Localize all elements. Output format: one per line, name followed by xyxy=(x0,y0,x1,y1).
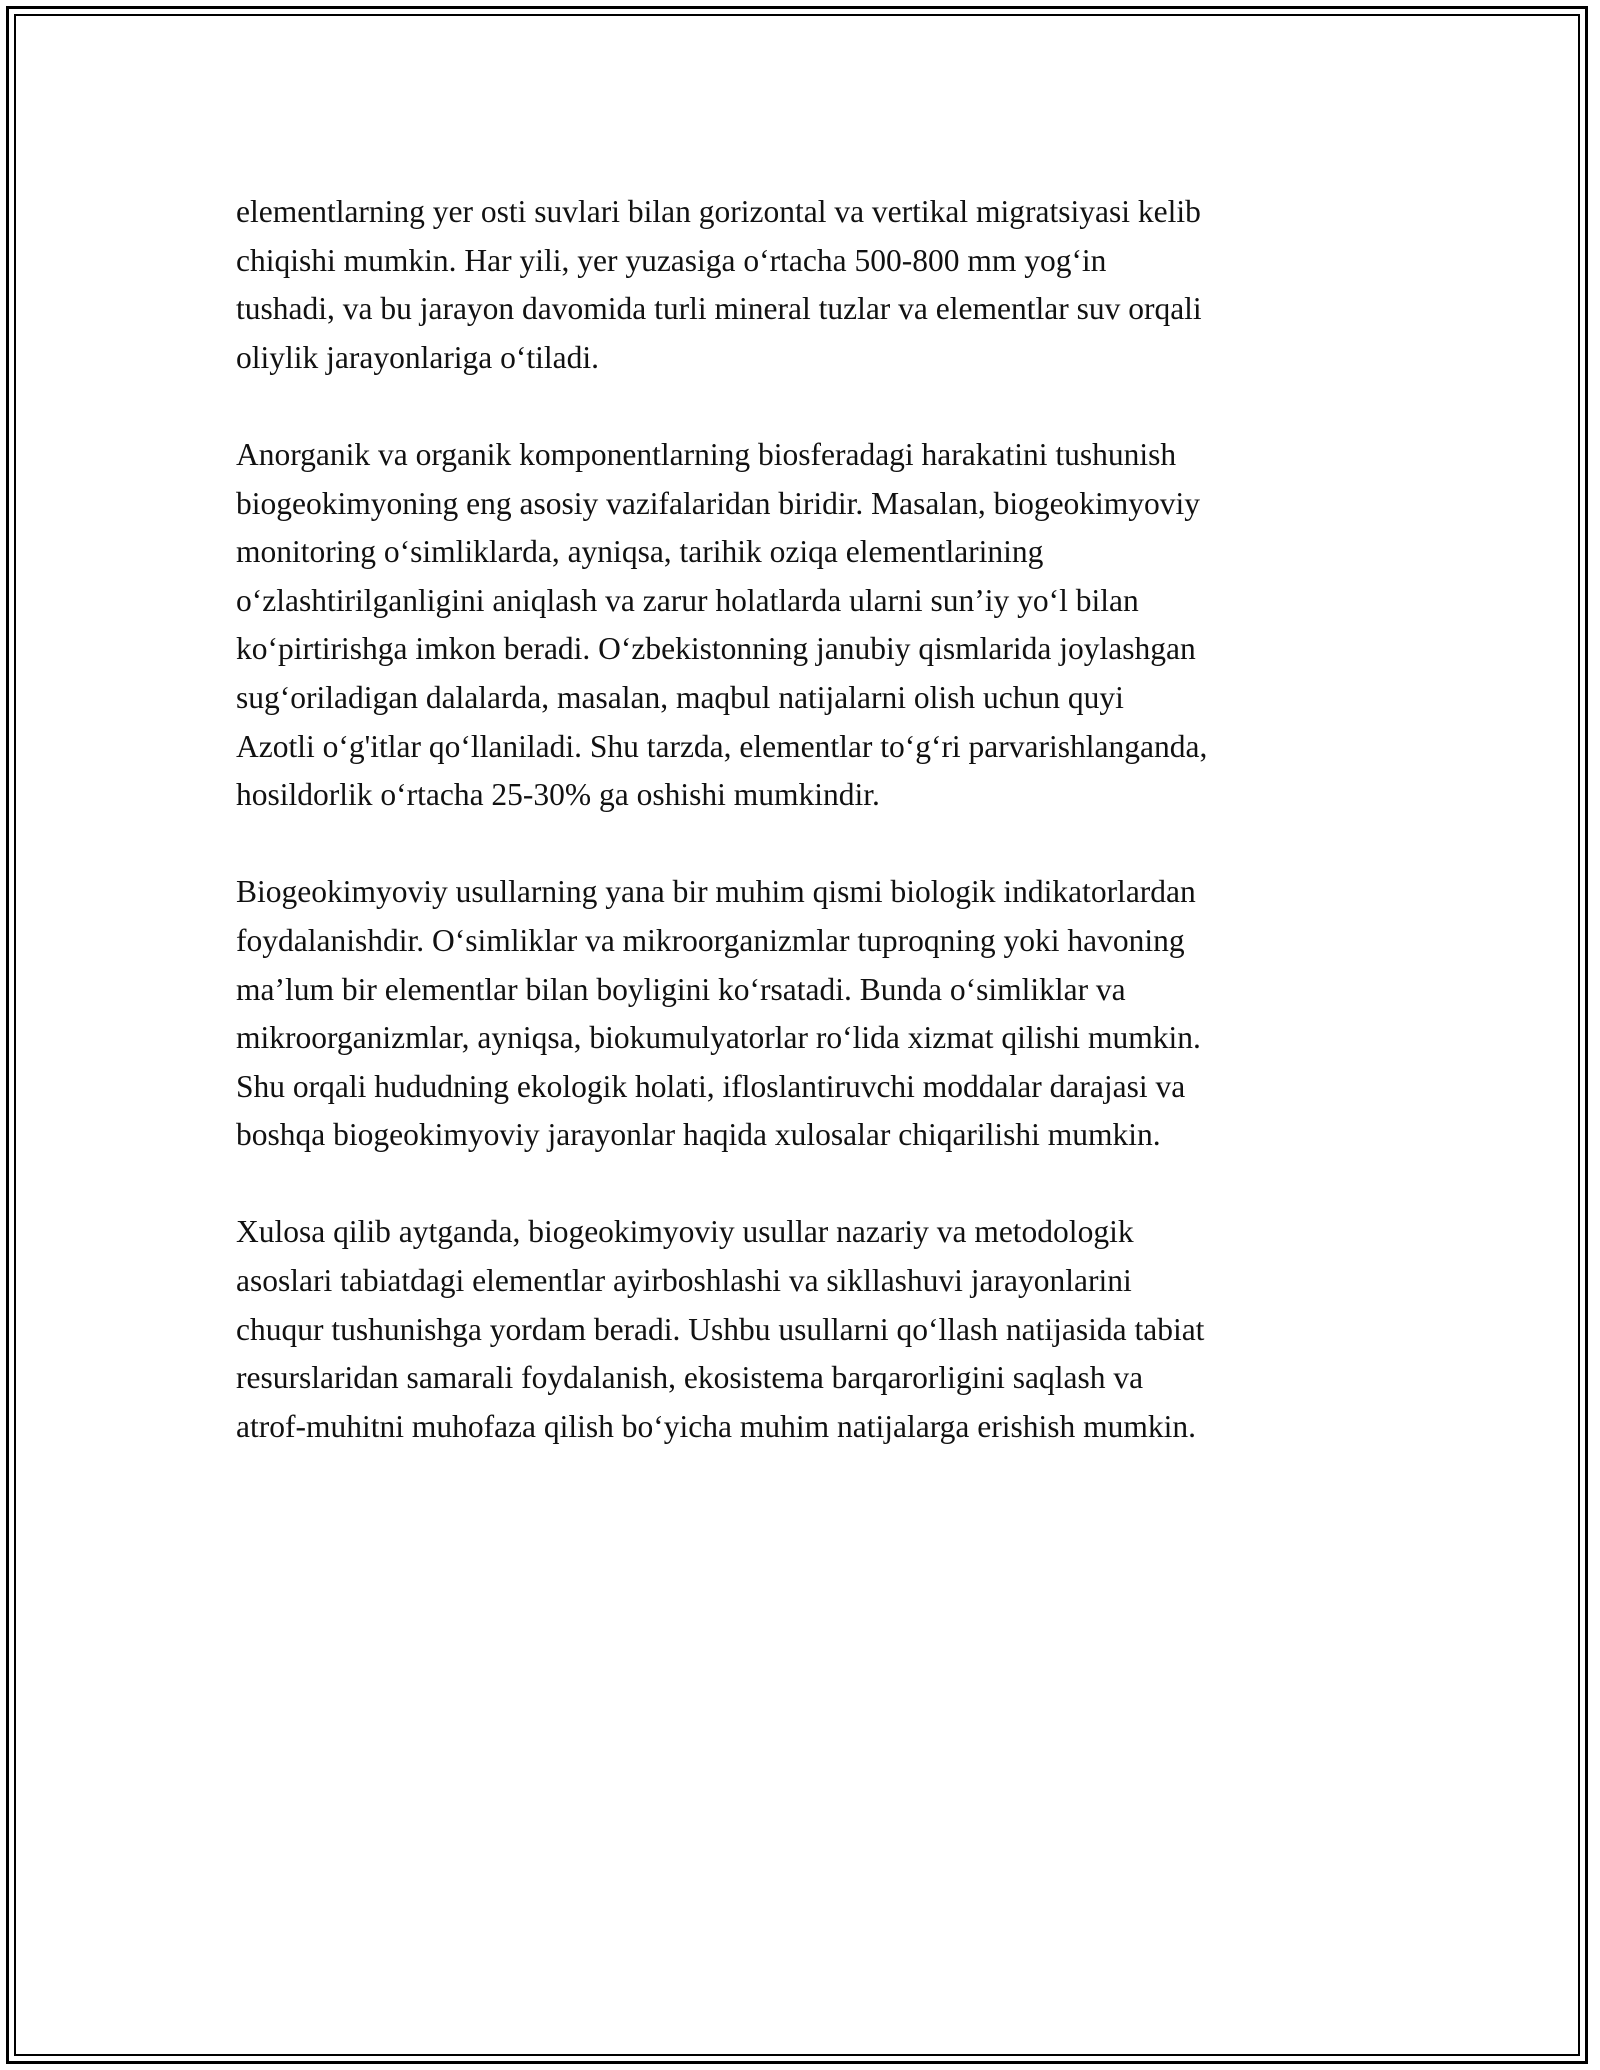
document-body xyxy=(236,188,1386,1500)
paragraph-4: Xulosa qilib aytganda, biogeokimyoviy usullar nazariy va metodologik asoslari tabiatdagi elementlar ayirboshlashi va sikllashuvi jarayonlarini chuqur tushunishga yordam beradi. Ushbu usullarni qo‘llash natijasida tabiat resurslaridan samarali foydalanish, ekosistema barqarorligini saqlash va atrof-muhitni muhofaza qilish bo‘yicha muhim natijalarga erishish mumkin. xyxy=(236,1214,1205,1444)
paragraph-3: Biogeokimyoviy usullarning yana bir muhim qismi biologik indikatorlardan foydalanishdir. O‘simliklar va mikroorganizmlar tuproqning yoki havoning ma’lum bir elementlar bilan boyligini ko‘rsatadi. Bunda o‘simliklar va mikroorganizmlar, ayniqsa, biokumulyatorlar ro‘lida xizmat qilishi mumkin. Shu orqali hududning ekologik holati, ifloslantiruvchi moddalar darajasi va boshqa biogeokimyoviy jarayonlar haqida xulosalar chiqarilishi mumkin. xyxy=(236,874,1201,1153)
paragraph-2: Anorganik va organik komponentlarning biosferadagi harakatini tushunish biogeokimyoning eng asosiy vazifalaridan biridir. Masalan, biogeokimyoviy monitoring o‘simliklarda, ayniqsa, tarihik oziqa elementlarining o‘zlashtirilganligini aniqlash va zarur holatlarda ularni sun’iy yo‘l bilan ko‘pirtirishga imkon beradi. O‘zbekistonning janubiy qismlarida joylashgan sug‘oriladigan dalalarda, masalan, maqbul natijalarni olish uchun quyi Azotli o‘g'itlar qo‘llaniladi. Shu tarzda, elementlar to‘g‘ri parvarishlanganda, hosildorlik o‘rtacha 25-30% ga oshishi mumkindir. xyxy=(236,436,1208,813)
paragraph-1: elementlarning yer osti suvlari bilan gorizontal va vertikal migratsiyasi kelib chiqishi mumkin. Har yili, yer yuzasiga o‘rtacha 500-800 mm yog‘in tushadi, va bu jarayon davomida turli mineral tuzlar va elementlar suv orqali oliylik jarayonlariga o‘tiladi. xyxy=(236,194,1202,375)
